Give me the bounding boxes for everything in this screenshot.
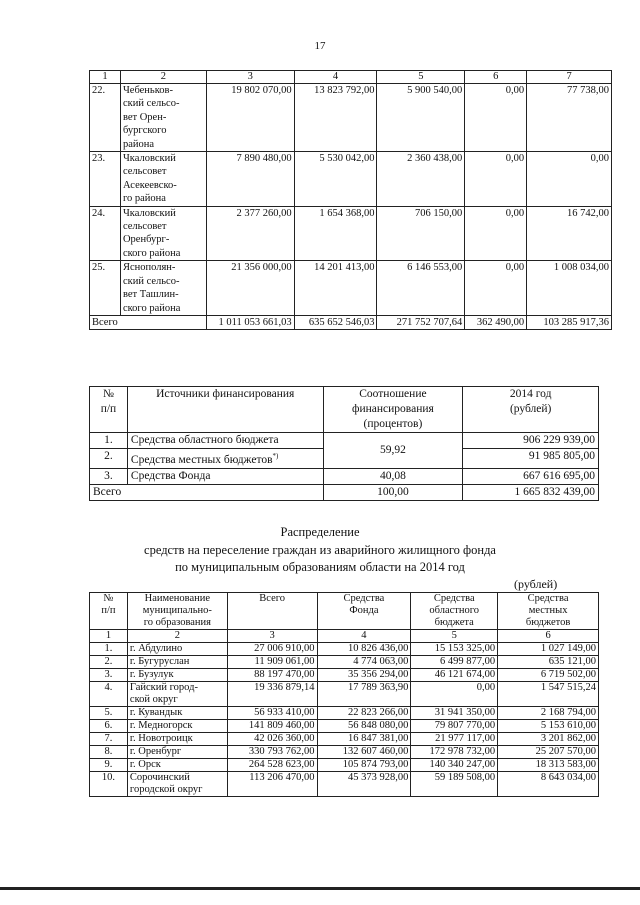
header-total: Всего [227,593,317,630]
fund-value: 22 823 266,00 [317,707,411,720]
col-number: 2 [127,630,227,643]
table-row [90,656,599,669]
col-number: 6 [498,630,599,643]
table-row [90,152,612,207]
municipality-name: г. Бузулук [127,669,227,682]
value-cell: 5 900 540,00 [377,84,465,152]
header-fund: Средства Фонда [317,593,411,630]
table-row [90,759,599,772]
row-number: 25. [90,261,121,316]
footnote-mark: *) [272,452,279,460]
total-value: 88 197 470,00 [227,669,317,682]
value-cell: 6 146 553,00 [377,261,465,316]
table-row [90,84,612,152]
table-row [90,682,599,707]
distribution-table [89,592,599,797]
fund-value: 4 774 063,00 [317,656,411,669]
row-number: 3. [90,669,128,682]
total-value: 264 528 623,00 [227,759,317,772]
regional-value: 31 941 350,00 [411,707,498,720]
header-source: Источники финансирования [127,387,323,433]
header-year: 2014 год (рублей) [463,387,599,433]
fund-value: 45 373 928,00 [317,772,411,797]
table-row [90,772,599,797]
value-cell: 2 360 438,00 [377,152,465,207]
funding-sources-table [89,386,599,501]
value-cell: 0,00 [465,84,527,152]
total-value: 635 652 546,03 [294,315,377,329]
total-value: 362 490,00 [465,315,527,329]
page-bottom-rule [0,887,640,890]
local-value: 8 643 034,00 [498,772,599,797]
col-number: 3 [227,630,317,643]
value-cell: 13 823 792,00 [294,84,377,152]
amount-value: 91 985 805,00 [463,449,599,469]
fund-value: 105 874 793,00 [317,759,411,772]
table-row [90,669,599,682]
municipality-name: г. Абдулино [127,643,227,656]
table-row [90,261,612,316]
header-cell: 2 [120,71,206,84]
value-cell: 0,00 [465,206,527,261]
fund-value: 16 847 381,00 [317,733,411,746]
header-ratio: Соотношение финансирования (процентов) [323,387,463,433]
municipality-name: Чебеньков- ский сельсо- вет Орен- бургского района [120,84,206,152]
row-number: 1. [90,433,128,449]
fund-value: 17 789 363,90 [317,682,411,707]
total-value: 56 933 410,00 [227,707,317,720]
table-row [90,720,599,733]
row-number: 23. [90,152,121,207]
local-value: 25 207 570,00 [498,746,599,759]
local-value: 6 719 502,00 [498,669,599,682]
municipality-name: г. Бугуруслан [127,656,227,669]
section-subtitle: средств на переселение граждан из аварийного жилищного фонда [144,543,496,557]
units-label: (рублей) [514,577,558,591]
total-value: 19 336 879,14 [227,682,317,707]
value-cell: 2 377 260,00 [206,206,294,261]
col-number: 1 [90,630,128,643]
header-number: № п/п [90,387,128,433]
header-number: № п/п [90,593,128,630]
source-name: Средства областного бюджета [127,433,323,449]
row-number: 3. [90,468,128,484]
total-value: 42 026 360,00 [227,733,317,746]
fund-value: 35 356 294,00 [317,669,411,682]
total-value: 330 793 762,00 [227,746,317,759]
total-value: 103 285 917,36 [527,315,612,329]
municipality-name: г. Кувандык [127,707,227,720]
total-value: 27 006 910,00 [227,643,317,656]
total-ratio: 100,00 [323,484,463,500]
value-cell: 0,00 [465,152,527,207]
header-cell: 1 [90,71,121,84]
section-title: Распределение [280,525,360,539]
row-number: 10. [90,772,128,797]
row-number: 7. [90,733,128,746]
local-value: 1 027 149,00 [498,643,599,656]
regional-value: 59 189 508,00 [411,772,498,797]
value-cell: 16 742,00 [527,206,612,261]
total-label: Всего [90,484,324,500]
col-number: 4 [317,630,411,643]
municipality-name: Чкаловский сельсовет Оренбург- ского района [120,206,206,261]
value-cell: 0,00 [527,152,612,207]
value-cell: 0,00 [465,261,527,316]
amount-value: 906 229 939,00 [463,433,599,449]
table-header-row [90,593,599,630]
total-label: Всего [90,315,207,329]
header-cell: 6 [465,71,527,84]
fund-value: 10 826 436,00 [317,643,411,656]
header-cell: 3 [206,71,294,84]
value-cell: 706 150,00 [377,206,465,261]
source-name: Средства Фонда [127,468,323,484]
table-header-row [90,71,612,84]
regional-value: 0,00 [411,682,498,707]
numbering-row [90,630,599,643]
page-number: 17 [314,40,326,52]
total-row [90,315,612,329]
regional-value: 140 340 247,00 [411,759,498,772]
header-cell: 4 [294,71,377,84]
regional-value: 21 977 117,00 [411,733,498,746]
municipality-name: Яснополян- ский сельсо- вет Ташлин- ского района [120,261,206,316]
source-name: Средства местных бюджетов*) [127,449,323,469]
row-number: 6. [90,720,128,733]
total-value: 1 011 053 661,03 [206,315,294,329]
local-value: 18 313 583,00 [498,759,599,772]
municipality-name: г. Новотроицк [127,733,227,746]
value-cell: 14 201 413,00 [294,261,377,316]
municipality-name: Сорочинский городской округ [127,772,227,797]
municipality-name: г. Орск [127,759,227,772]
amount-value: 667 616 695,00 [463,468,599,484]
total-value: 11 909 061,00 [227,656,317,669]
table-row [90,746,599,759]
header-local: Средства местных бюджетов [498,593,599,630]
fund-value: 132 607 460,00 [317,746,411,759]
value-cell: 7 890 480,00 [206,152,294,207]
row-number: 22. [90,84,121,152]
table-row [90,733,599,746]
table-row [90,206,612,261]
local-value: 1 547 515,24 [498,682,599,707]
regional-value: 79 807 770,00 [411,720,498,733]
row-number: 4. [90,682,128,707]
value-cell: 5 530 042,00 [294,152,377,207]
municipality-name: Чкаловский сельсовет Асекеевско- го района [120,152,206,207]
total-value: 141 809 460,00 [227,720,317,733]
fund-value: 56 848 080,00 [317,720,411,733]
header-cell: 7 [527,71,612,84]
municipality-name: г. Медногорск [127,720,227,733]
municipality-name: Гайский город- ской округ [127,682,227,707]
regional-value: 46 121 674,00 [411,669,498,682]
row-number: 24. [90,206,121,261]
row-number: 5. [90,707,128,720]
value-cell: 1 654 368,00 [294,206,377,261]
regional-value: 6 499 877,00 [411,656,498,669]
local-value: 3 201 862,00 [498,733,599,746]
ratio-value: 40,08 [323,468,463,484]
row-number: 2. [90,449,128,469]
row-number: 1. [90,643,128,656]
section-subtitle: по муниципальным образованиям области на 2014 год [175,560,465,574]
header-regional: Средства областного бюджета [411,593,498,630]
table-row [90,643,599,656]
table-row [90,468,599,484]
row-number: 2. [90,656,128,669]
total-amount: 1 665 832 439,00 [463,484,599,500]
row-number: 9. [90,759,128,772]
row-number: 8. [90,746,128,759]
value-cell: 21 356 000,00 [206,261,294,316]
table-row [90,707,599,720]
table-row [90,433,599,449]
local-value: 2 168 794,00 [498,707,599,720]
table-header-row [90,387,599,433]
value-cell: 1 008 034,00 [527,261,612,316]
local-value: 635 121,00 [498,656,599,669]
total-value: 271 752 707,64 [377,315,465,329]
municipality-name: г. Оренбург [127,746,227,759]
header-municipality: Наименование муниципально- го образования [127,593,227,630]
regional-value: 15 153 325,00 [411,643,498,656]
local-value: 5 153 610,00 [498,720,599,733]
total-row [90,484,599,500]
regional-value: 172 978 732,00 [411,746,498,759]
col-number: 5 [411,630,498,643]
ratio-value: 59,92 [323,433,463,469]
total-value: 113 206 470,00 [227,772,317,797]
value-cell: 19 802 070,00 [206,84,294,152]
value-cell: 77 738,00 [527,84,612,152]
header-cell: 5 [377,71,465,84]
municipal-table-continuation [89,70,612,330]
